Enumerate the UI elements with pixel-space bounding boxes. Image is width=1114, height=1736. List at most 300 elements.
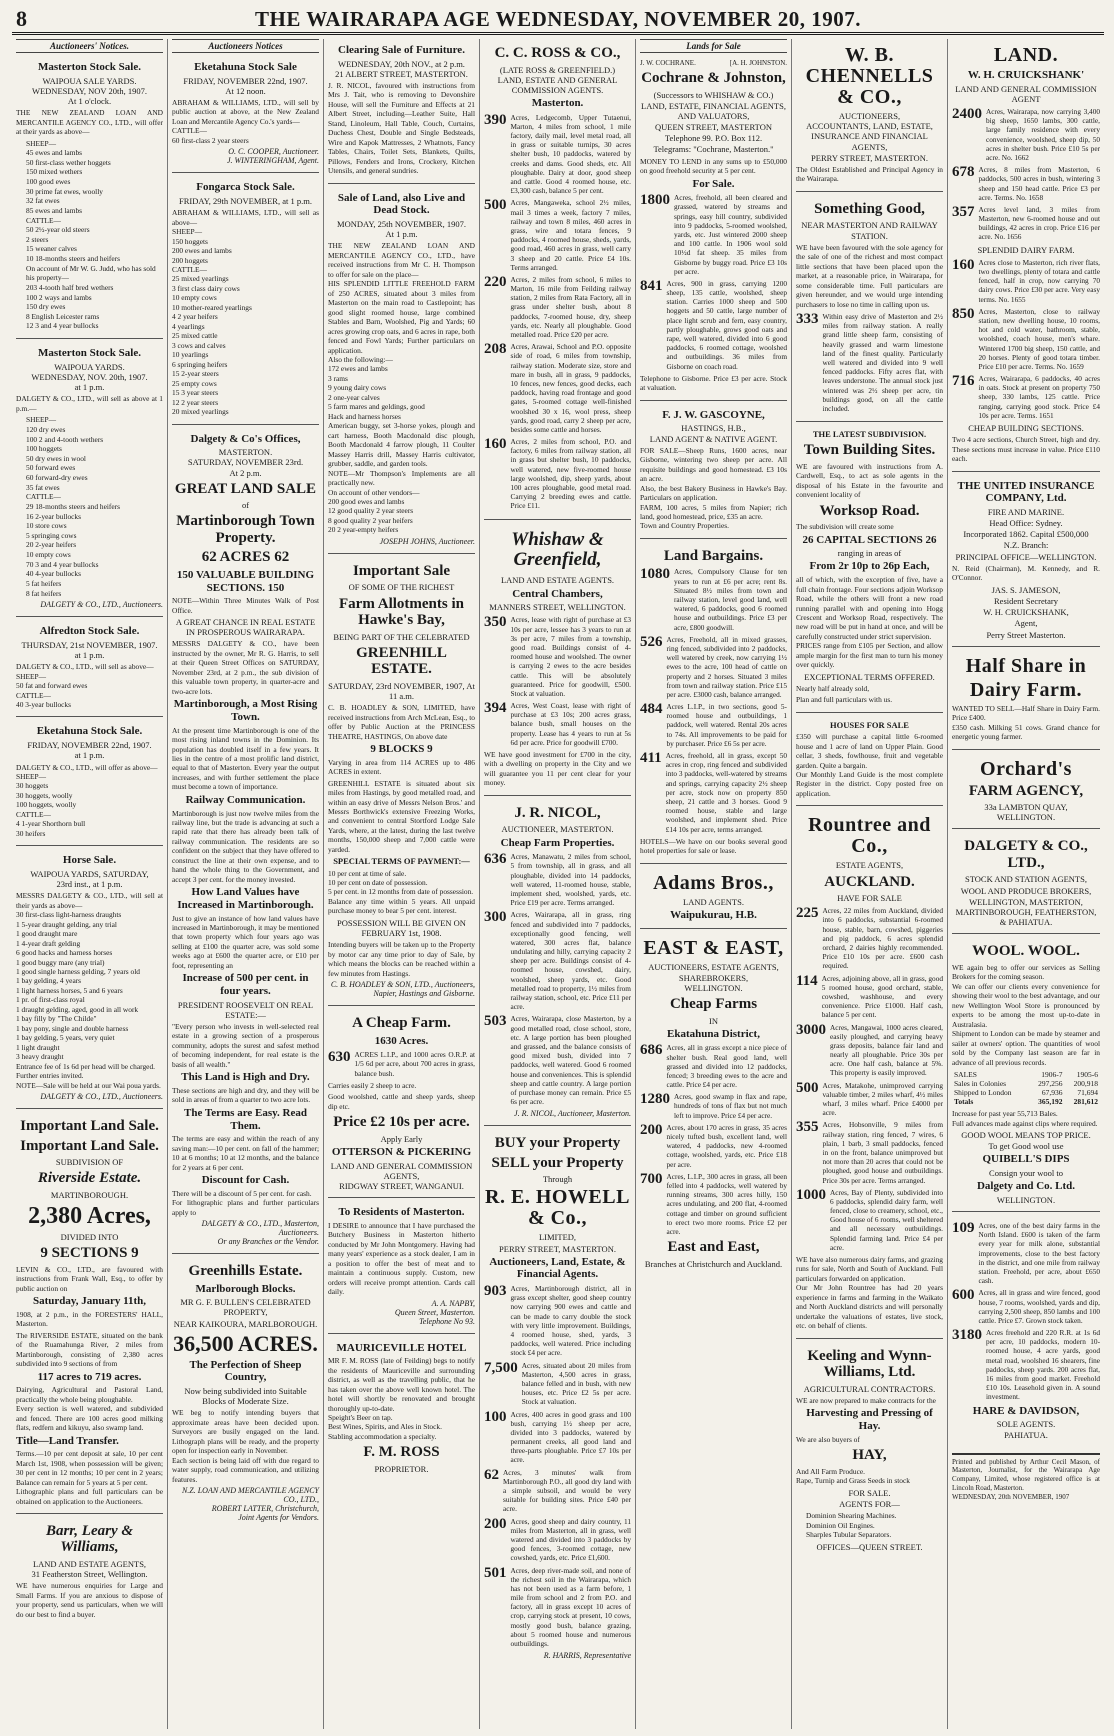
ad-subtitle: LAND AND ESTATE AGENTS, 31 Featherston Street, Wellington. (31, 1558, 148, 1580)
listing-acreage: 62 (484, 1466, 499, 1483)
ad-title: Eketahuna Stock Sale (194, 61, 297, 73)
listing (640, 567, 787, 631)
ad-title: Clearing Sale of Furniture. (338, 44, 465, 56)
headline: Dairy Farm. (969, 678, 1083, 701)
listing-acreage: 2400 (952, 106, 982, 123)
listing (484, 437, 631, 511)
list-item: 50 first-class wether hoggets (26, 157, 111, 167)
listing (796, 1120, 943, 1184)
listing-text: Acres, lease with right of purchase at £3 10s per acre, lessee has 3 years to run at 3s per acre, 7 miles from a township, good road. Buildings consist of 4-roomed house and woolshed. The owner is carrying 2 ewes to the acre besides cattle. This will be absolutely guaranteed. Price for goodwill, £500. Stock at valuation. (510, 615, 631, 698)
firm-name: W. B. CHENNELLS & CO., (805, 44, 934, 108)
listing-text: Acres, Compulsory Clause for ten years to run at £6 per acre; rent 8s. Situated 8½ miles from town and railway station, level good land, well watered, 6 paddocks, good 6 roomed house and outbuildings. Price £3 per acre, £800 goodwill. (674, 567, 787, 632)
column-3 (324, 39, 480, 1729)
listing-acreage: 600 (952, 1287, 975, 1304)
agent-name: W. H. CRUICKSHANK, (983, 607, 1069, 618)
sections-count: 150 VALUABLE BUILDING SECTIONS. 150 (176, 568, 315, 594)
listing (796, 1023, 943, 1078)
ad-horse-sale (16, 849, 163, 1109)
listing (484, 1566, 631, 1649)
ad-body: J. R. NICOL, favoured with instructions from Mrs J. Tait, who is removing to Devonshire House, will sell the Furniture and Effects at 21 Albert Street, including—Leather Suite, Hall Stand, Linoleum, Hall Table, Couch, Curtains, Duchess Chest, Double and Single Bedsteads, Wire and Kapok Mattresses, 2 Whatnots, Fancy Tables, Chairs, Toilet Sets, Blankets, Quilts, Pillows, Fenders and Irons, Crockery, Kitchen Utensils, and general sundries. (328, 81, 475, 176)
listing-acreage: 390 (484, 111, 507, 128)
subhead: HOUSES FOR SALE (830, 719, 909, 730)
ad-title: Fongarca Stock Sale. (196, 181, 295, 194)
list-item: SHEEP— (26, 138, 56, 148)
firm-name: Rountree and Co., (808, 814, 931, 858)
sections-count: 9 SECTIONS 9 (40, 1245, 139, 1262)
listing-text: Acres, West Coast, lease with right of purchase at £3 10s; 200 acres grass, balance bush, small houses on the property. Lease has 4 years to run at 5s 6d per acre. Price for goodwill £700. (510, 701, 631, 747)
agent-name: OTTERSON & PICKERING (331, 1145, 472, 1158)
page-number: 8 (16, 6, 27, 31)
ad-subtitle: SOLE AGENTS. (996, 1419, 1056, 1430)
ad-keeling (796, 1342, 943, 1558)
ad-latest-subdivision (796, 425, 943, 713)
listing (484, 701, 631, 747)
slogan: GOOD WOOL MEANS TOP PRICE. (961, 1129, 1091, 1140)
ad-subtitle: FRIDAY, NOVEMBER 22nd, 1907. At 12 noon. (183, 75, 308, 96)
ad-body: C. B. HOADLEY & SON, LIMITED, have received instructions from Arch McLean, Esq., to offer by Public Auction at the PRINCESS THEATRE, HASTINGS, On above date (328, 703, 475, 741)
ad-body: THE NEW ZEALAND LOAN AND MERCANTILE AGENCY CO., LTD., will offer at their yards as above— (16, 108, 163, 137)
listing (640, 635, 787, 699)
listing-acreage: 686 (640, 1042, 663, 1059)
ad-clearing-sale (328, 39, 475, 184)
sections-count: 26 CAPITAL SECTIONS 26 (802, 533, 937, 546)
ad-united-insurance (952, 475, 1100, 647)
ad-subtitle: THURSDAY, 21st NOVEMBER, 1907. at 1 p.m. (21, 639, 158, 660)
ad-body: WE have numerous enquiries for Large and Small Farms. If you are anxious to dispose of your property, send us particulars, when we will do our best to find a buyer. (16, 1581, 163, 1619)
subhead: Increase of 500 per cent. in four years. (182, 972, 309, 997)
listing-text: Acres, deep river-made soil, and none of the richest soil in the Wairarapa, which has not been used as a farm before, 1 mile from school and 2 from P.O. and factory, all in grass except 10 acres of crop, carrying stock at present, 10 cows, mostly good bush, balance grazing, about 5 roomed house and numerous outbuildings. (510, 1565, 631, 1649)
listing (484, 113, 631, 196)
ranging-label: ranging in areas of (837, 548, 902, 559)
listing-group (484, 1284, 631, 1648)
listing-text: Acres, about 170 acres in grass, 35 acres nicely tufted bush, excellent land, well watered, 4 paddocks, new 4-roomed cottage, woolshed, yards, etc. Price £18 per acre. (666, 1122, 787, 1169)
ad-dalgety (952, 832, 1100, 934)
list-item: 120 dry ewes (26, 424, 66, 434)
listing-text: Acres, 900 in grass, carrying 1200 sheep, 135 cattle, woolshed, sheep station. Carries 1000 sheep and 500 hoggets and 50 cattle, large number of place light scrub and fern, easy country, partly ploughable, grows good oats and rape, well watered, divided into 6 good paddocks, 6 roomed cottage, woolshed and outbuildings. 36 miles from Gisborne on coach road. (666, 278, 787, 371)
ad-subtitle: FRIDAY, 29th NOVEMBER, at 1 p.m. (179, 196, 312, 206)
listing-text: Acres, freehold, all been cleared and grassed, watered by streams and springs, easy hill country, subdivided into 9 paddocks, 5-roomed woolshed, yards, etc. Just wintered 2000 sheep and 100 cattle. In 1906 wool sold 10½d fat sheep. 35 miles from Gisborne by buggy road. Price £3 10s per acre. (674, 193, 787, 276)
agents-label: AGENTS FOR— (839, 1498, 900, 1509)
listing-group (796, 906, 943, 1252)
ad-body: WE have good investment for £700 in the city, with a dwelling on property in the City and we will guarantee you 11 per cent clear for your money. (484, 750, 631, 788)
estate-name: Riverside Estate. (37, 1170, 142, 1187)
list-item: On account of Mr W. G. Judd, who has sold his property— (26, 263, 156, 283)
listing (484, 1361, 631, 1407)
for-sale-label: FOR SALE. (848, 1487, 891, 1498)
list-item: 30 prime fat ewes, woolly (26, 186, 103, 196)
list-item: CATTLE— (26, 215, 61, 225)
building-name: Central Chambers, (512, 587, 603, 600)
listing (328, 1050, 475, 1078)
ad-body: Two 4 acre sections, Church Street, high and dry. These sections must increase in value. Price £110 each. (952, 435, 1100, 464)
agent-address: LAND AND GENERAL COMMISSION AGENTS, RIDGWAY STREET, WANGANUI. (330, 1160, 473, 1191)
listing (952, 205, 1100, 242)
subhead: SPLENDID DAIRY FARM. (977, 244, 1075, 255)
listing (484, 1014, 631, 1106)
ad-signature: C. B. HOADLEY & SON, LTD., Auctioneers, Napier, Hastings and Gisborne. (330, 980, 475, 999)
firm-name: Cochrane & Johnston, (641, 70, 786, 86)
ad-subtitle: WAIPOUA YARDS, SATURDAY, 23rd inst., at 1 p.m. (30, 868, 149, 890)
ad-body: MESSRS DALGETY & CO., have been instructed by the owner, Mr R. G. Harris, to sell at their Queen Street Offices on SATURDAY, November 23rd, at 2 p.m., the sub division of this valuable town property, in quarter-acre and two-acre lots. (172, 639, 319, 696)
ad-land-bargains (640, 542, 787, 864)
table-cell: 71,694 (1077, 1088, 1098, 1098)
ad-barr-leary (16, 1517, 163, 1626)
ad-body: HOTELS—We have on our books several good hotel properties for sale or lease. (640, 836, 787, 856)
place-name: PAHIATUA. (1004, 1430, 1048, 1441)
listing-acreage: 630 (328, 1049, 351, 1066)
ad-body: Varying in area from 114 ACRES up to 486 ACRES in extent. (328, 757, 475, 777)
ad-great-land-sale (172, 428, 319, 1255)
list-item: 10 store cows (26, 521, 67, 531)
listing-text: Acres, 400 acres in good grass and 100 bush, carrying 1½ sheep per acre, divided into 3 paddocks, watered by permanent creeks, all good land and three-parts ploughable. Price £7 10s per acre. (510, 1409, 631, 1465)
listing-text: Acres, Matakohe, unimproved carrying valuable timber, 2 miles wharf, 4½ miles wharf, 3 miles wharf. Price £4000 per acre. (822, 1080, 943, 1118)
ad-subtitle: LAND AND GENERAL COMMISSION AGENT (955, 83, 1097, 104)
list-item: 15 weaner calves (26, 244, 77, 254)
branch-list: WELLINGTON, MASTERTON, MARTINBOROUGH, FEATHERSTON, & PAHIATUA. (955, 896, 1097, 928)
listing-text: Acres freehold and 220 R.R. at 1s 6d per acre, 10 paddocks, modern 10-roomed house, 4 acre yards, good metal road, woolshed 16 shearers, fine paddocks, sheep yards. 200 acres flat, 16 miles from good market. Freehold £10 10s. Leasehold given in. A sound investment. (986, 1328, 1100, 1402)
successors: (Successors to WHISHAW & CO.) (653, 89, 774, 100)
imprint: Printed and published by Arthur Cecil Mason, of Masterton, Journalist, for the Wairarapa Age Company, Limited, whose registered office is at Lincoln Road, Masterton. WEDNESDAY, 20th NOVEMBER, 1907 (952, 1453, 1100, 1502)
list-item: 50 2½-year old steers (26, 225, 90, 235)
listing-acreage: 716 (952, 373, 975, 390)
list-item: 100 good ewes (26, 177, 71, 187)
ad-body: MESSRS DALGETY & CO., LTD., will sell at their yards as above— 30 first-class light-harness draughts 1 5-year draught gelding, any trial 1 good draught mare 1 4-year draft gelding 6 good hacks and harness horses 1 good buggy mare (any trial) 1 good single harness gelding, 7 years old 1 bay gelding, 4 years 1 light harness horses, 5 and 6 years 1 pr. of first-class royal 1 draught gelding, aged, good in all work 1 bay filly by "The Childe" 1 bay pony, single and double harness 1 bay gelding, 5 years, very quiet 1 light draught 3 heavy draught Entrance fee of 1s 6d per head will be charged. Further entries invited. NOTE—Sale will be held at our Wai poua yards. (16, 891, 163, 1090)
ad-body: WE beg to notify intending buyers that approximate areas have been decided upon. Surveyors are busily engaged on the land. Lithograph plans will be ready, and the property open for inspection early in November. Each section is being laid off with due regard to water supply, road communication, and utilizing features. (172, 1408, 319, 1484)
subhead: This Land is High and Dry. (181, 1071, 310, 1084)
ad-orchard (952, 753, 1100, 830)
listing-acreage: 109 (952, 1220, 975, 1237)
list-item: 50 forward ewes (26, 463, 76, 473)
listing (640, 1092, 787, 1120)
road-name: Worksop Road. (819, 502, 920, 519)
listing-text: Acres, 2 miles from school, 6 miles to Marton, 16 mile from Feilding railway station, 2 miles from Rata Factory, all in grass under shelter bush, about 8 paddocks, 7-roomed house, dry, sheep yards, etc. Nearly all ploughable. Good metalled road. Price £20 per acre. (510, 274, 631, 340)
headline: SELL your Property (491, 1154, 624, 1171)
listing-text: ACRES L.I.P., and 1000 acres O.R.P. at 1/5 6d per acre, about 700 acres in grass, balance bush. (354, 1050, 475, 1078)
listing-acreage: 903 (484, 1283, 507, 1300)
listing-acreage: 160 (952, 256, 975, 273)
list-item: Dominion Oil Engines. (806, 1520, 875, 1530)
listing-acreage: 225 (796, 905, 819, 922)
list-item: 100 2 and 4-tooth wethers (26, 434, 104, 444)
list-item: 150 dry ewes (26, 302, 66, 312)
subhead: For Sale. (692, 177, 735, 190)
partner-name: J. W. COCHRANE. (640, 59, 696, 67)
ad-body: GREENHILL ESTATE is situated about six miles from Hastings, by good metalled road, and within an easy drive of Messrs Nelson Bros.' and Messrs Borthwick's extensive Freezing Works, and convenient to central Stortford Lodge Sale Yards, where, at the latest, during the last twelve months, 150,000 sheep and 7,000 cattle were yarded. (328, 778, 475, 854)
listing-acreage: 333 (796, 311, 819, 328)
ad-body: WE are favoured with instructions from A. Cardwell, Esq., to act as sole agents in the disposal of his Estate in the favourite and convenient locality of (796, 461, 943, 500)
listing (796, 974, 943, 1020)
firm-name: F. J. W. GASCOYNE, (662, 408, 765, 421)
listing (796, 312, 943, 413)
listing (952, 258, 1100, 304)
listing-acreage: 484 (640, 701, 663, 718)
listing-group (952, 107, 1100, 242)
ad-subtitle: WEDNESDAY, 20th NOV., at 2 p.m. 21 ALBERT STREET, MASTERTON. (335, 58, 468, 79)
have-for-sale: HAVE FOR SALE (837, 893, 902, 904)
ad-body: There will be a discount of 5 per cent. for cash. For lithographic plans and further particulars apply to (172, 1188, 319, 1217)
ad-masterton-sale-2 (16, 342, 163, 617)
ad-subtitle: WOOL AND PRODUCE BROKERS, (960, 885, 1092, 896)
sale-date: Saturday, January 11th, (32, 1295, 147, 1308)
stock-list (26, 139, 163, 332)
firm-name: Whishaw & Greenfield, (511, 528, 604, 571)
listing-text: Acres, 22 miles from Auckland, divided into 6 paddocks, substantial 6-roomed house, stable, barn, cowshed, piggeries and pig paddock, 6 acres splendid orchard, 2 dairies highly recommended. Price £10 10s per acre. £600 cash required. (822, 906, 943, 971)
sale-venue: 1908, at 2 p.m., in the FORESTERS' HALL, Masterton. (16, 1309, 163, 1329)
list-item: 32 fat ewes (26, 196, 60, 206)
listing (484, 910, 631, 1011)
ad-subtitle: AUCTIONEERS, ACCOUNTANTS, LAND, ESTATE, INSURANCE AND FINANCIAL AGENTS, (806, 111, 933, 152)
subhead: Railway Communication. (185, 793, 306, 806)
table-header: 1905-6 (1076, 1070, 1098, 1080)
list-item: 50 dry ewes in wool (26, 453, 86, 463)
possession: POSSESSION WILL BE GIVEN ON FEBRUARY 1st, 1908. (337, 917, 466, 939)
headline: Important Land Sale. (20, 1118, 159, 1135)
listing-acreage: 200 (484, 1515, 507, 1532)
ad-subtitle: SUBDIVISION OF (55, 1157, 124, 1168)
ad-signature: R. HARRIS, Representative (543, 1651, 631, 1661)
table-cell: Totals (954, 1097, 974, 1107)
listing (640, 279, 787, 371)
ad-eketahuna-2 (172, 56, 319, 173)
list-item: 70 3 and 4 year bullocks (26, 559, 99, 569)
ad-body: The subdivision will create some (796, 522, 894, 532)
listing-group (484, 852, 631, 1106)
listing-text: Acres, Bay of Plenty, subdivided into 6 paddocks, splendid dairy farm, well fenced, close to creamery, school, etc., Good house of 6 rooms, well sheltered and all necessary outbuildings. Splendid farming land. Price £4 per acre. (830, 1187, 943, 1252)
district-name: Ekatahuna District, (667, 1027, 760, 1040)
proprietor-role: PROPRIETOR. (374, 1463, 429, 1474)
quote: "Every person who invests in well-selected real estate in a growing section of a prosperous community, adopts the surest and safest method of becoming independent, for real estate is the basis of all wealth." (172, 1022, 319, 1069)
headline: A Cheap Farm. (352, 1015, 451, 1032)
list-item: 8 English Leicester rams (26, 311, 100, 321)
listing-acreage: 636 (484, 851, 507, 868)
listing-text: Acres, 2 miles from school, P.O. and factory, 6 miles from railway station, all in grass but shelter bush, 10 paddocks, well watered, new five-roomed house large woolshed, dip, sheep yards, about 100 acres ploughable, good metal road. Carrying 2 breeding ewes and cattle. Price £11. (510, 437, 631, 511)
place-name: Waipukurau, H.B. (670, 908, 757, 921)
agency-list (806, 1511, 943, 1540)
ad-title: To Residents of Masterton. (338, 1206, 465, 1219)
ad-title: Dalgety & Co's Offices, (190, 432, 301, 445)
listing (952, 307, 1100, 371)
list-item: 20 2-year heifers (26, 540, 77, 550)
ad-gascoyne (640, 404, 787, 539)
listing (484, 275, 631, 339)
ad-body: Carries easily 2 sheep to acre. (328, 1080, 417, 1090)
ad-body: £350 will purchase a capital little 6-roomed house and 1 acre of land on Upper Plain. Good cellar, 3 sheds, fowlhouse, fruit and vegetable garden. Quite a bargain. Our Monthly Land Guide is the most complete Register in the district. Copy posted free on application. (796, 732, 943, 798)
listing-text: Acres close to Masterton, rich river flats, two dwellings, plenty of totara and cattle fenced, half in crop, now carrying 70 dairy cows. Price £30 per acre. Very easy terms. No. 1655 (978, 257, 1100, 304)
firm-name: Dalgety and Co. Ltd. (976, 1180, 1076, 1193)
list-item: 100 hoggets (26, 444, 62, 454)
acreage: 2,380 Acres, (28, 1202, 151, 1229)
price: Price £2 10s per acre. (333, 1114, 470, 1131)
headline: Cheap Farms (669, 996, 758, 1013)
table-header-row (952, 1070, 1100, 1079)
firm-name: Adams Bros., (653, 871, 774, 894)
subhead: THE LATEST SUBDIVISION. (812, 429, 927, 440)
subhead: The Perfection of Sheep Country, (189, 1358, 302, 1384)
ad-half-share (952, 650, 1100, 750)
ad-subtitle: LAND AND ESTATE AGENTS. (500, 575, 615, 586)
ad-body: LEVIN & CO., LTD., are favoured with instructions from Frank Wall, Esq., to offer by public auction on (16, 1264, 163, 1293)
headline: Town Building Sites. (803, 442, 936, 459)
ad-alfredton (16, 620, 163, 717)
column-6 (792, 39, 948, 1729)
listing-text: Acres, adjoining above, all in grass, good 5 roomed house, good orchard, stable, cowshed, washhouse, and every convenience. Price £1000. Half cash, balance 5 per cent. (821, 973, 943, 1020)
ad-subtitle: AGRICULTURAL CONTRACTORS. (803, 1383, 936, 1394)
table-header: SALES (954, 1070, 977, 1080)
listing (484, 615, 631, 698)
firm-name: Keeling and Wynn-Williams, Ltd. (807, 1347, 932, 1381)
table-cell: Shipped to London (954, 1088, 1012, 1098)
listing-group (640, 567, 787, 833)
ad-something-good (796, 195, 943, 422)
listing-text: Acres, 8 miles from Masterton, 6 paddocks, 500 acres in bush, wintering 3 sheep and 150 head cattle. Price £3 per acre. Terms. No. 1658 (978, 165, 1100, 202)
secretary-role: Resident Secretary (994, 595, 1058, 606)
ad-whishaw (484, 523, 631, 796)
subhead: Cheap Farm Properties. (500, 836, 615, 849)
headline: Important Land Sale. (20, 1137, 159, 1154)
ad-body: Just to give an instance of how land values have increased in Martinborough, it may be mentioned that town property which four years ago was selling at £100 the quarter acre, was sold some weeks ago at £600 the quarter acre, or £10 per foot, representing an (172, 913, 319, 970)
listing-acreage: 700 (640, 1170, 663, 1187)
firm-address: QUEEN STREET, MASTERTON (655, 122, 772, 133)
column-1 (12, 39, 168, 1729)
ad-body: ABRAHAM & WILLIAMS, LTD., will sell by public auction at above, at the New Zealand Loan and Mercantile Agency Co.'s yards— CATTLE— 60 first-class 2 year steers (172, 98, 319, 145)
firm-address: PERRY STREET, MASTERTON. (499, 1243, 616, 1254)
ad-terms: 10 per cent at time of sale. 10 per cent on date of possession. 5 per cent. in 12 months from date of possession. Balance any time within 5 years. All unpaid purchase money to bear 5 per cent. interest. (328, 868, 475, 916)
ad-residents (328, 1201, 475, 1333)
headline: LAND. (993, 44, 1059, 66)
listing (952, 1288, 1100, 1325)
subhead: CHEAP BUILDING SECTIONS. (968, 423, 1084, 434)
list-item: 8 fat heifers (26, 588, 62, 598)
ad-body: WE have also numerous dairy farms, and grazing runs for sale, North and South of Auckland. Full particulars forwarded on application. Our Mr John Rountree has had 20 years experience in farms and farming in the Waikato and North Auckland districts and will personally undertake the valuations of estates, live stock, etc. on behalf of clients. (796, 1255, 943, 1331)
listing-text: Acres L.I.P., in two sections, good 5-roomed house and outbuildings, 1 paddock, well watered. Rental 20s acres to 74s. All improvements to be paid for by purchaser. Price £6 5s per acre. (666, 702, 787, 748)
list-item: 45 ewes and lambs (26, 148, 83, 158)
listing (484, 1410, 631, 1465)
partner-name: [A. H. JOHNSTON. (729, 59, 787, 67)
listing-acreage: 200 (640, 1121, 663, 1138)
listing-acreage: 1800 (640, 192, 670, 209)
ad-body: Good woolshed, cattle and sheep yards, sheep dip etc. (328, 1092, 475, 1111)
list-item: 2 steers (26, 234, 49, 244)
ad-body: At the present time Martinborough is one of the most rising inland towns in the Dominion. Its population has doubled itself in a few years. It lies in the centre of a most prolific land district, equal to that of Masterton. Every year the output increases, and with further settlement the place must become a town of importance. (172, 725, 319, 792)
ad-cochrane-johnston (640, 56, 787, 401)
listing-acreage: 501 (484, 1564, 507, 1581)
consign-label: Consign your wool to (989, 1168, 1063, 1178)
branches: Branches at Christchurch and Auckland. (644, 1258, 783, 1269)
offices: OFFICES—QUEEN STREET. (816, 1541, 923, 1552)
ad-riverside-estate (16, 1112, 163, 1514)
listing-acreage: 350 (484, 614, 507, 631)
ad-signature: A. A. NAPBY, Queen Street, Masterton. Telephone No 93. (394, 1298, 475, 1326)
ad-body: The RIVERSIDE ESTATE, situated on the bank of the Ruamahunga River, 2 miles from Martinborough, consisting of 2,380 acres subdivided into 9 sections of from (16, 1330, 163, 1369)
column-2 (168, 39, 324, 1729)
firm-name: Orchard's (980, 757, 1072, 780)
in-label: IN (709, 1015, 718, 1026)
ad-body: Dairying, Agricultural and Pastoral Land, practically the whole being ploughable. Every section is well watered, and subdivided and fenced. There are 100 acres good milking flats, redfern and kikuyu, also swamp land. (16, 1385, 163, 1433)
listing (484, 1468, 631, 1514)
chance: A GREAT CHANCE IN REAL ESTATE IN PROSPEROUS WAIRARAPA. (175, 617, 316, 638)
listing-text: Acres, Freehold, all in mixed grasses, ring fenced, subdivided into 2 paddocks, well watered by creek, now carrying 1½ ewes to the acre, 100 head of cattle on property and 2 horses. Situated 3 miles from town and railway station. Price £15 per acre. £3000 cash, balance arranged. (666, 634, 787, 699)
limited-label: LIMITED, (538, 1232, 577, 1243)
incorporated: Incorporated 1862. Capital £500,000 (963, 529, 1089, 540)
headline: Farm Allotments in Hawke's Bay, (339, 595, 464, 629)
ad-wool (952, 937, 1100, 1212)
sale-date: SATURDAY, 23rd NOVEMBER, 1907, At 11 a.m. (328, 680, 475, 701)
listing (640, 1172, 787, 1236)
subhead: SPECIAL TERMS OF PAYMENT:— (333, 856, 470, 867)
subhead: Harvesting and Pressing of Hay. (806, 1407, 933, 1433)
ad-subtitle: HASTINGS, H.B., LAND AGENT & NATIVE AGENT. (649, 423, 778, 444)
list-item: 12 3 and 4 year bullocks (26, 321, 99, 331)
listing-acreage: 503 (484, 1013, 507, 1030)
listing-text: Acres, good swamp in flax and rape, hundreds of tons of flax but not much left to improve. Price £4 per acre. (674, 1092, 787, 1120)
headline: GREAT LAND SALE (174, 480, 317, 497)
firm-name: J. R. NICOL, (514, 804, 601, 821)
firm-name: Barr, Leary & Williams, (45, 1522, 134, 1556)
list-item: 150 mixed wethers (26, 167, 83, 177)
ad-east-and-east (640, 932, 787, 1274)
listing-text: Acres, Wairarapa, 6 paddocks, 40 acres in oats. Stock at present on property 750 sheep, 330 lambs, 125 cattle. Price ranging, carrying good stock. Price £4 10s per acre. Terms. 1651 (978, 374, 1100, 420)
ad-body: WE again beg to offer our services as Selling Brokers for the coming season. We can offer our clients every convenience for showing their wool to the best advantage, and our new Wellington Wool Store is pronounced by experts to be among the most up-to-date in Australasia. Shipment to London can be made by steamer and sailer at owners' option. The quantities of wool sold by the Company last season are far in advance of all previous records. (952, 962, 1100, 1067)
column-7 (948, 39, 1104, 1729)
listing (952, 1221, 1100, 1285)
list-item: 40 4-year bullocks (26, 569, 82, 579)
ad-subtitle: (LATE ROSS & GREENFIELD.) LAND, ESTATE AND GENERAL COMMISSION AGENTS. (497, 64, 618, 95)
listing-text: Acres, Masterton, close to railway station, new dwelling house, 10 rooms, hot and cold water, bathroom, stable, woolshed, coach house, men's whare. Wintered 1700 big sheep, 150 cattle, and 20 horses. Plenty of good totara timber. Price £10 per acre. Terms. No. 1659 (978, 306, 1100, 371)
table-cell: 297,256 (1038, 1079, 1063, 1089)
ad-mauriceville-hotel (328, 1337, 475, 1481)
listing-text: Acres level land, 3 miles from Masterton, new 6-roomed house and out buildings, 42 acres in crop. Price £16 per acre. No. 1656 (978, 204, 1100, 242)
ad-greenhill-estate (328, 557, 475, 1006)
place-name: WELLINGTON. (996, 1194, 1056, 1205)
secretary-name: JAS. S. JAMESON, (991, 584, 1061, 595)
ad-title: Masterton Stock Sale. (38, 61, 141, 73)
listing-group (484, 615, 631, 747)
headline: BUY your Property (494, 1135, 621, 1152)
column-5 (636, 39, 792, 1729)
listing-text: Acres, Wairarapa, all in grass, ring fenced and subdivided into 7 paddocks, exceptionally good fencing, well watered, 300 acres flat, balance undulating and hilly, carrying capacity 2 sheep per acre. Buildings consist of 4-roomed house, cowshed, dairy, woolshed, sheep yards, etc. Good metalled road to property, 1½ miles from railway station, school, etc. Price £11 per acre. (510, 910, 631, 1012)
listing-acreage: 3000 (796, 1021, 826, 1038)
ad-subtitle: NEAR MASTERTON AND RAILWAY STATION. (801, 220, 938, 241)
ad-subtitle: Now being subdivided into Suitable Blocks of Moderate Size. (184, 1386, 307, 1407)
ad-body: Telephone to Gisborne. Price £3 per acre. Stock at valuation. (640, 373, 787, 393)
listing (796, 1188, 943, 1252)
ad-signature: N.Z. LOAN AND MERCANTILE AGENCY CO., LTD., ROBERT LATTER, Christchurch, Joint Agents for Vendors. (181, 1486, 319, 1523)
ad-adams-bros (640, 867, 787, 930)
ad-body: MONEY TO LEND in any sums up to £50,000 on good freehold security at 5 per cent. (640, 156, 787, 176)
ad-title: Alfredton Stock Sale. (39, 625, 140, 638)
wool-sales-table (952, 1070, 1100, 1106)
terms-note: EXCEPTIONAL TERMS OFFERED. (804, 671, 935, 682)
table-cell: 67,936 (1041, 1088, 1063, 1098)
ad-subtitle: FIRE AND MARINE. (987, 506, 1065, 517)
ad-signature: JOSEPH JOHNS, Auctioneer. (379, 536, 475, 546)
apply-label: Apply Early (380, 1133, 423, 1144)
title-label: Title—Land Transfer. (16, 1434, 119, 1447)
list-item: CATTLE— (26, 492, 61, 502)
city-name: AUCKLAND. (824, 873, 915, 890)
list-item: 35 fat ewes (26, 482, 60, 492)
firm-name: W. H. CRUICKSHANK' (967, 69, 1085, 81)
listing (484, 1284, 631, 1358)
ad-subtitle: LAND AGENTS. (683, 896, 744, 907)
note: NOTE—Within Three Minutes Walk of Post Office. (172, 596, 319, 615)
list-item: 85 ewes and lambs (26, 205, 83, 215)
ad-title: Sale of Land, also Live and Dead Stock. (337, 191, 466, 217)
ad-fongarca (172, 176, 319, 424)
listing-group (952, 1221, 1100, 1402)
listing-acreage: 850 (952, 305, 975, 322)
firm-address: 33a LAMBTON QUAY, WELLINGTON. (984, 802, 1068, 823)
